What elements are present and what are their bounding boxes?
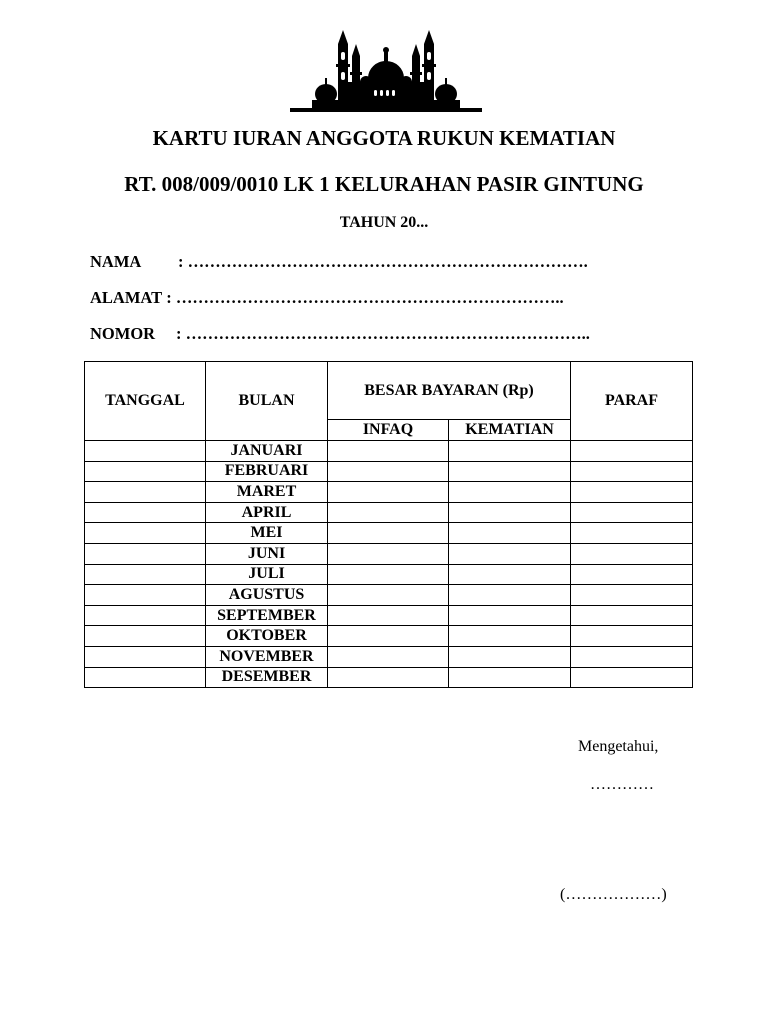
table-row: [85, 564, 693, 585]
nomor-field: [90, 324, 590, 344]
month-cell: SEPTEMBER: [206, 605, 328, 626]
payment-table: [84, 361, 693, 688]
month-cell: OKTOBER: [206, 626, 328, 647]
table-row: [85, 626, 693, 647]
nama-label: NAMA: [90, 252, 142, 271]
month-cell: APRIL: [206, 502, 328, 523]
table-row: [85, 605, 693, 626]
table-row: [85, 482, 693, 503]
year-line: TAHUN 20...: [339, 214, 429, 231]
table-row: [85, 461, 693, 482]
table-row: [85, 523, 693, 544]
table-row: [85, 502, 693, 523]
month-cell: MEI: [206, 523, 328, 544]
card-title: KARTU IURAN ANGGOTA RUKUN KEMATIAN: [152, 126, 616, 150]
nama-field: [90, 252, 588, 272]
card-subtitle: RT. 008/009/0010 LK 1 KELURAHAN PASIR GINTUNG: [124, 172, 644, 196]
table-row: [85, 543, 693, 564]
header-tanggal: TANGGAL: [85, 362, 206, 441]
header-kematian: KEMATIAN: [449, 420, 571, 441]
signature-name-placeholder: (………………): [560, 886, 667, 903]
mengetahui-label: Mengetahui,: [578, 738, 659, 755]
table-row: [85, 667, 693, 688]
table-row: [85, 646, 693, 667]
month-cell: MARET: [206, 482, 328, 503]
nomor-dots: : ………………………………………………………………..: [176, 324, 590, 343]
alamat-dots: : ……………………………………………………………..: [162, 288, 564, 307]
signature-title-dots: …………: [590, 776, 654, 793]
header-besar-bayaran: BESAR BAYARAN (Rp): [328, 362, 571, 420]
month-cell: JULI: [206, 564, 328, 585]
alamat-label: ALAMAT: [90, 288, 163, 307]
table-row: [85, 585, 693, 606]
month-cell: JUNI: [206, 543, 328, 564]
header-infaq: INFAQ: [328, 420, 449, 441]
month-cell: AGUSTUS: [206, 585, 328, 606]
month-cell: DESEMBER: [206, 667, 328, 688]
table-row: [85, 441, 693, 462]
nomor-label: NOMOR: [90, 324, 156, 343]
nama-dots: : ……………………………………………………………….: [178, 252, 588, 271]
month-cell: FEBRUARI: [206, 461, 328, 482]
month-cell: NOVEMBER: [206, 646, 328, 667]
alamat-field: [90, 288, 564, 308]
header-bulan: BULAN: [206, 362, 328, 441]
month-cell: JANUARI: [206, 441, 328, 462]
mosque-silhouette-icon: [288, 26, 484, 114]
header-paraf: PARAF: [571, 362, 693, 441]
